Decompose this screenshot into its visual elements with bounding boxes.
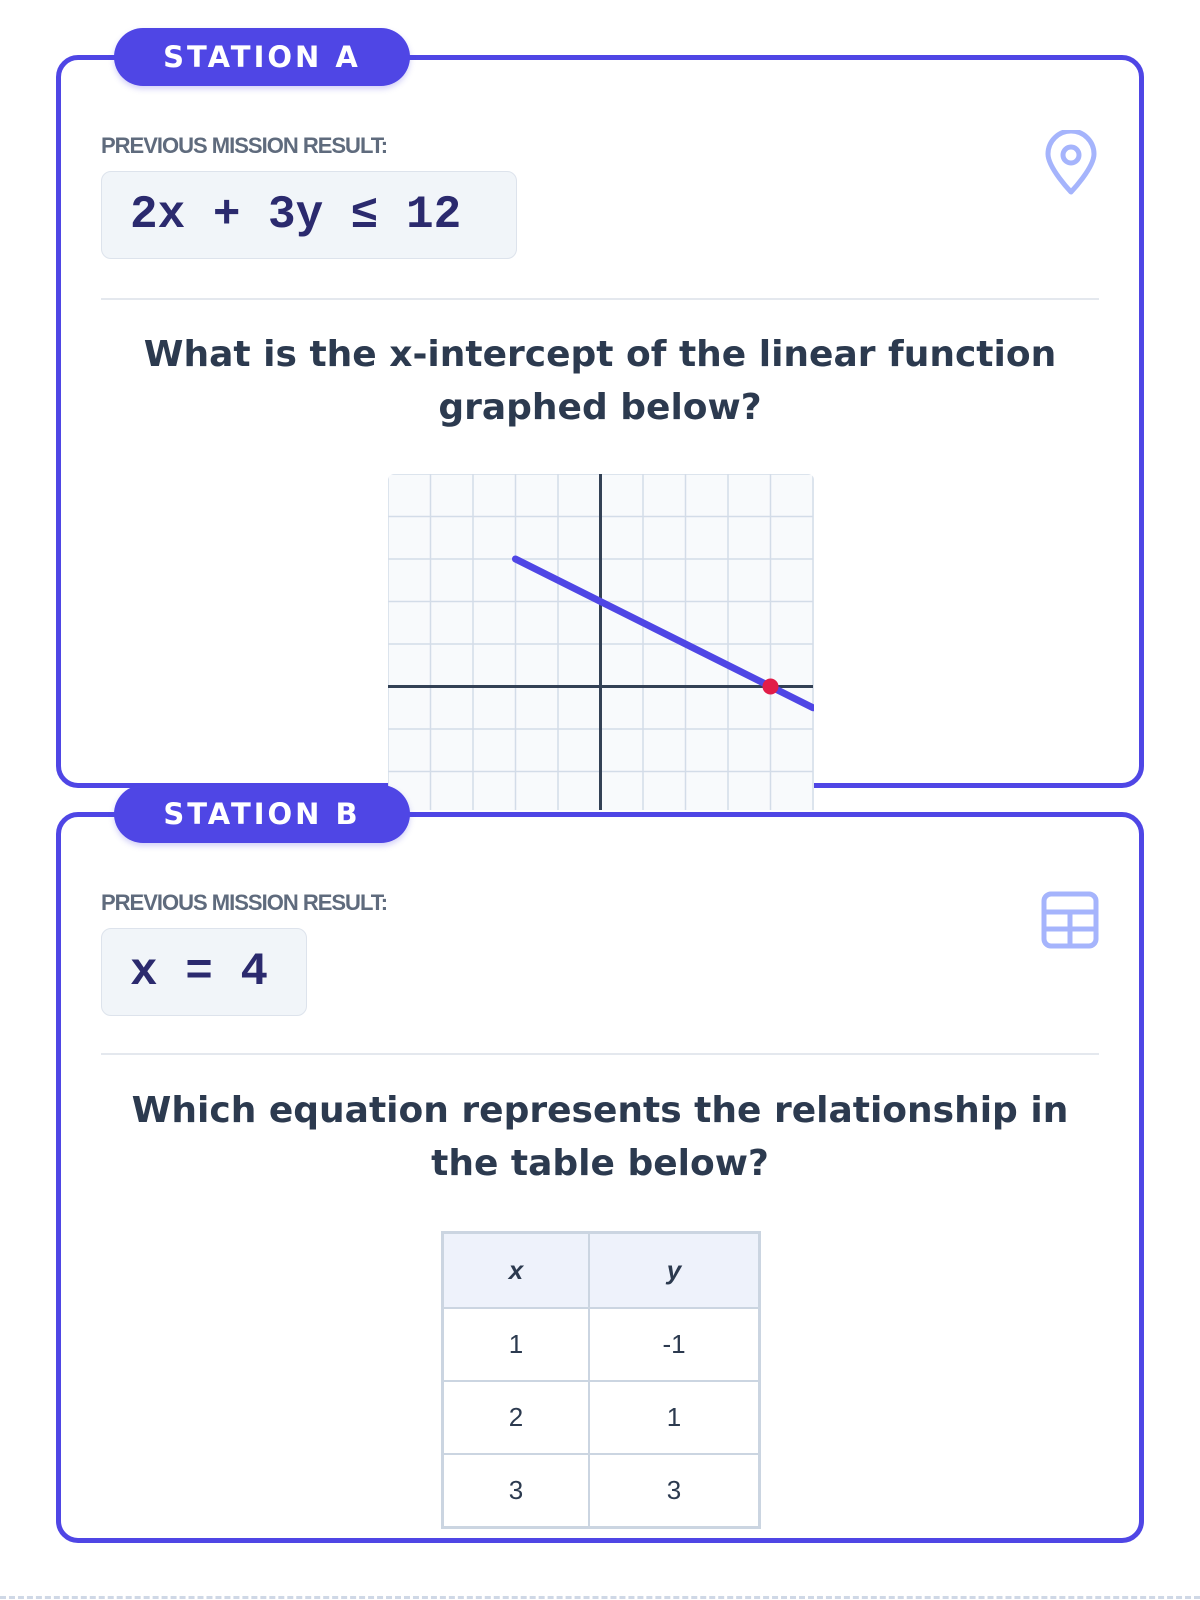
question-text: What is the x-intercept of the linear function graphed below? xyxy=(143,334,1057,428)
table-cell: 3 xyxy=(589,1454,760,1528)
table-cell: -1 xyxy=(589,1308,760,1381)
table-cell: 3 xyxy=(443,1454,590,1528)
station-a-badge: STATION A xyxy=(114,28,410,86)
station-b-badge: STATION B xyxy=(114,785,410,843)
linear-function-graph xyxy=(388,474,814,810)
table-icon xyxy=(1040,890,1100,950)
graph-svg xyxy=(388,474,814,810)
table-row xyxy=(443,1381,760,1454)
table-cell: 2 xyxy=(443,1381,590,1454)
xy-table xyxy=(441,1231,761,1529)
bottom-dashed-divider xyxy=(0,1596,1200,1599)
x-intercept-point xyxy=(763,679,779,695)
table-cell: 1 xyxy=(443,1308,590,1381)
table-header-row xyxy=(443,1233,760,1309)
table-header-y: y xyxy=(589,1233,760,1309)
previous-result-value: 2x + 3y ≤ 12 xyxy=(101,171,517,259)
table-header-x: x xyxy=(443,1233,590,1309)
table-row xyxy=(443,1308,760,1381)
map-pin-icon xyxy=(1042,130,1100,196)
previous-result-label: PREVIOUS MISSION RESULT: xyxy=(101,890,388,915)
previous-result-label: PREVIOUS MISSION RESULT: xyxy=(101,133,388,158)
divider xyxy=(101,298,1099,300)
table-row xyxy=(443,1454,760,1528)
previous-result-value: x = 4 xyxy=(101,928,307,1016)
table-cell: 1 xyxy=(589,1381,760,1454)
question-text: Which equation represents the relationship in the table below? xyxy=(131,1090,1069,1184)
divider xyxy=(101,1053,1099,1055)
